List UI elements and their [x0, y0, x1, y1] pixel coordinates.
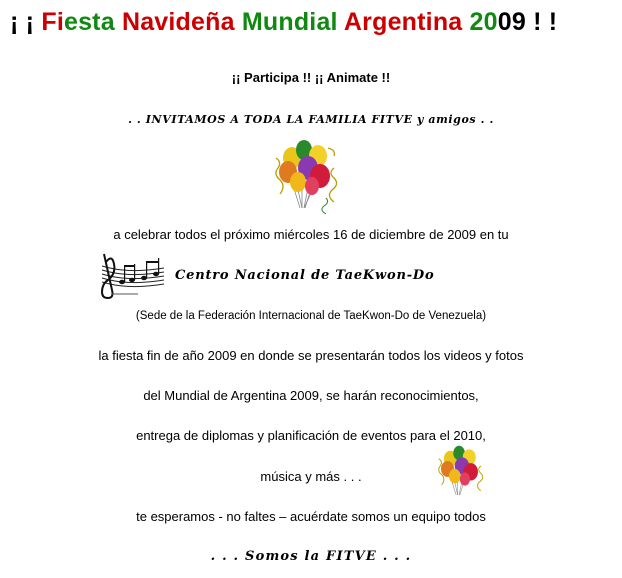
- body-line: te esperamos - no faltes – acuérdate somos un equipo todos: [136, 509, 486, 524]
- closing-line: . . . Somos la FITVE . . .: [210, 549, 412, 564]
- title-segment: 09 ! !: [497, 8, 558, 36]
- center-name: Centro Nacional de TaeKwon-Do: [175, 268, 435, 283]
- title-segment: ¡ ¡: [10, 8, 42, 36]
- balloons-icon: [433, 443, 491, 505]
- title-segment: Mundial: [241, 8, 344, 36]
- music-notes-icon: [98, 252, 168, 300]
- balloons-icon: [268, 138, 348, 220]
- body-line: del Mundial de Argentina 2009, se harán reconocimientos,: [143, 388, 479, 403]
- body-line: la fiesta fin de año 2009 en donde se presentarán todos los videos y fotos: [98, 348, 524, 363]
- page-title: [10, 8, 557, 37]
- body-line: entrega de diplomas y planificación de eventos para el 2010,: [136, 428, 486, 443]
- title-segment: Fi: [41, 8, 64, 36]
- celebrate-line: a celebrar todos el próximo miércoles 16 de diciembre de 2009 en tu: [113, 227, 509, 242]
- body-line: música y más . . .: [260, 469, 362, 484]
- invite-line: . . INVITAMOS A TODA LA FAMILIA FITVE y amigos . .: [128, 113, 494, 126]
- seat-line: (Sede de la Federación Internacional de TaeKwon-Do de Venezuela): [135, 310, 487, 322]
- subtitle: ¡¡ Participa !! ¡¡ Animate !!: [231, 70, 391, 85]
- title-segment: Navideña: [121, 8, 242, 36]
- title-segment: Argentina: [343, 8, 470, 36]
- title-segment: 20: [469, 8, 498, 36]
- title-segment: esta: [63, 8, 122, 36]
